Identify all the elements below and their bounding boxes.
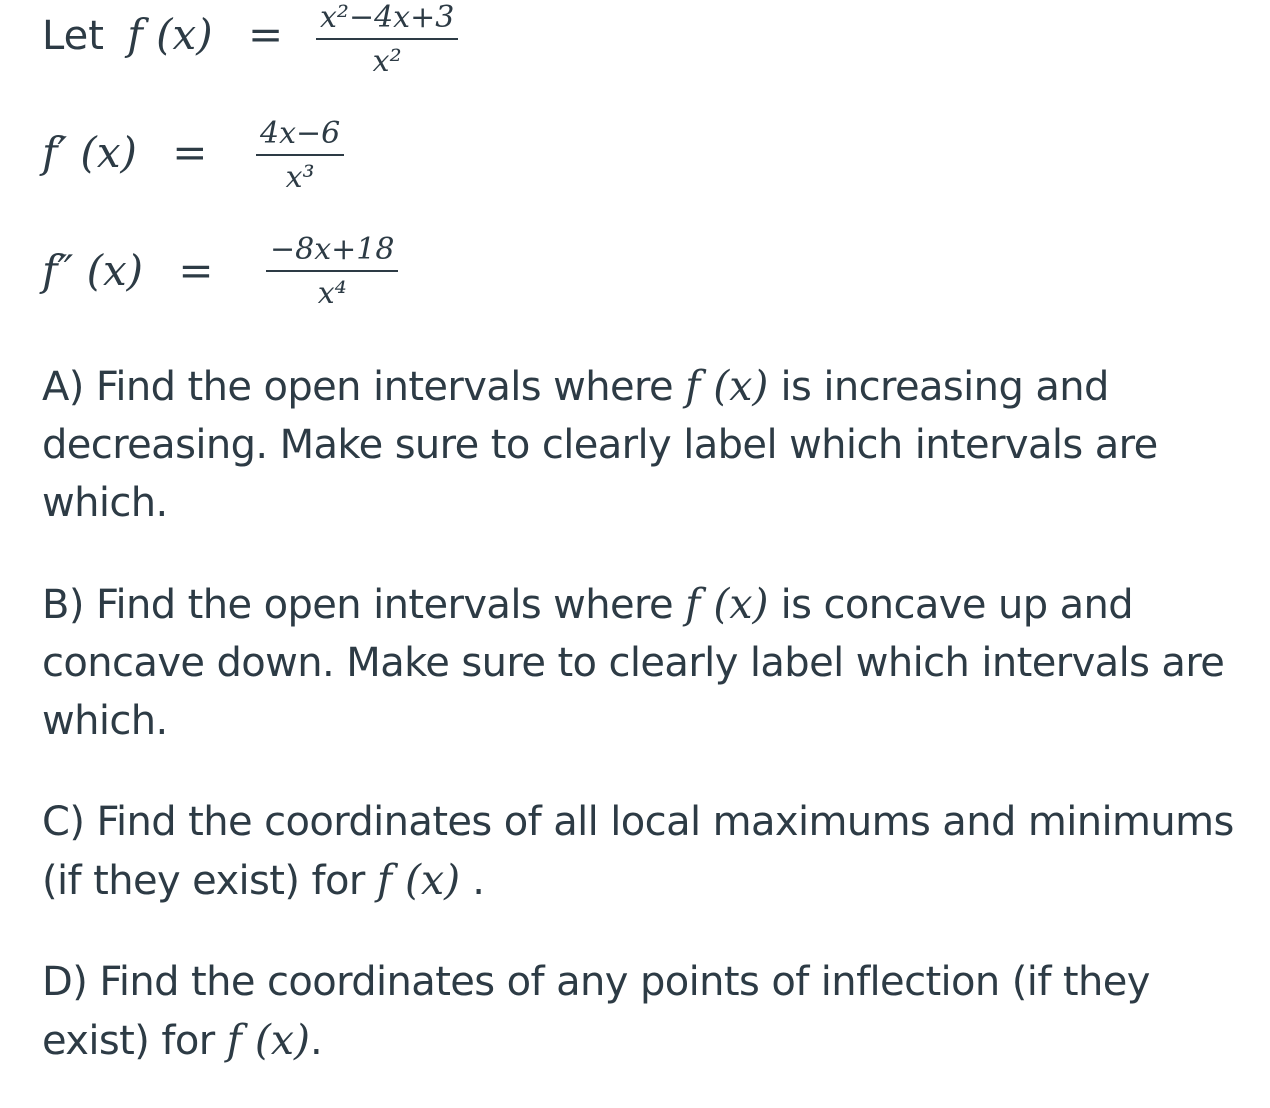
question-b-math: f (x)	[685, 580, 769, 628]
f-lhs: f (x)	[127, 10, 213, 59]
f-prime-fraction	[256, 116, 344, 195]
equals-sign: =	[172, 128, 208, 177]
function-definition	[42, 10, 284, 59]
second-derivative	[42, 246, 214, 295]
question-a-text-start: A) Find the open intervals where	[42, 364, 686, 410]
question-c-text-end: .	[460, 858, 485, 904]
f-double-prime-denominator: x⁴	[317, 276, 347, 311]
question-c-math: f (x)	[376, 856, 461, 904]
question-a	[42, 357, 1242, 532]
question-b-text-end: is concave up and concave down. Make sure to clearly label which intervals are which.	[42, 582, 1225, 744]
f-denominator: x²	[372, 44, 402, 79]
question-d	[42, 953, 1242, 1070]
question-a-text-end: is increasing and decreasing. Make sure to clearly label which intervals are which.	[42, 364, 1158, 526]
equals-sign: =	[178, 246, 214, 295]
question-c-text-start: C) Find the coordinates of all local maximums and minimums (if they exist) for	[42, 799, 1234, 904]
f-double-prime-fraction	[266, 232, 398, 311]
f-double-prime-numerator: −8x+18	[270, 232, 395, 267]
question-b	[42, 575, 1242, 750]
question-a-math: f (x)	[685, 362, 769, 410]
equals-sign: =	[247, 10, 284, 59]
question-c	[42, 793, 1242, 910]
f-prime-numerator: 4x−6	[260, 116, 341, 151]
f-double-prime-lhs: f″ (x)	[42, 246, 144, 295]
f-prime-lhs: f′ (x)	[42, 128, 137, 177]
f-numerator: x²−4x+3	[320, 0, 455, 35]
f-prime-denominator: x³	[285, 160, 315, 195]
let-label: Let	[42, 13, 104, 59]
first-derivative	[42, 128, 208, 177]
question-b-text-start: B) Find the open intervals where	[42, 582, 686, 628]
f-fraction	[316, 0, 458, 79]
question-d-text-end: .	[309, 1018, 323, 1064]
question-d-text-start: D) Find the coordinates of any points of inflection (if they exist) for	[42, 959, 1150, 1064]
question-d-math: f (x)	[226, 1016, 310, 1064]
